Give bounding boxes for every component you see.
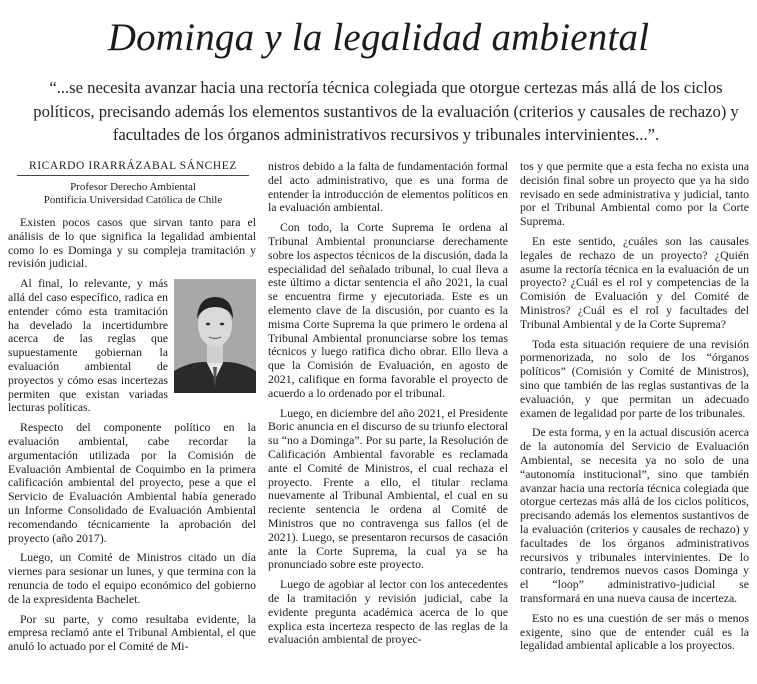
paragraph: De esta forma, y en la actual discusión acerca de la autonomía del Servicio de Evaluación Ambiental, se necesita ya no solo de una “autonomía institucional”, sino que también avanzar hacia una rectoría técnica colegiada que otorgue certezas más allá de los ciclos políticos, precisando además los elementos sustantivos de la evaluación (criterios y causales de rechazo) y facultades de los órganos administrativos recursivos y tribunales intervinientes. De lo contrario, tendremos nuevos casos Dominga y el “loop” administrativo-judicial se transformará en una nueva causa de incerteza. [520, 425, 749, 605]
paragraph: Existen pocos casos que sirvan tanto para el análisis de lo que significa la legalidad ambiental como lo es Dominga y su compleja tramitación y revisión judicial. [8, 215, 256, 271]
author-name: RICARDO IRARRÁZABAL SÁNCHEZ [17, 160, 249, 176]
paragraph: Luego de agobiar al lector con los antecedentes de la tramitación y revisión judicial, cabe la evidente pregunta académica acerca de lo que explica esta incerteza respecto de las reglas de la evaluación ambiental de proyec- [268, 577, 508, 647]
article-headline: Dominga y la legalidad ambiental [107, 16, 650, 59]
pull-quote: “...se necesita avanzar hacia una rectoría técnica colegiada que otorgue certezas más allá de los ciclos políticos, precisando además los elementos sustantivos de la evaluación (criterios y causales de rechazo) y facultades de los órganos administrativos recursivos y tribunales intervinientes...”. [33, 78, 739, 144]
paragraph: Esto no es una cuestión de ser más o menos exigente, sino que de entender cuál es la legalidad ambiental aplicable a los proyectos. [520, 610, 749, 653]
author-photo [174, 279, 256, 393]
paragraph: Por su parte, y como resultaba evidente, la empresa reclamó ante el Tribunal Ambiental, el que anuló lo actuado por el Comité de Mi- [8, 611, 256, 654]
author-byline [8, 160, 258, 207]
author-affiliation: Pontificia Universidad Católica de Chile [43, 194, 223, 206]
article-column-2 [268, 160, 508, 653]
paragraph: Al final, lo relevante, y más allá del caso específico, radica en entender cómo esta tramitación ha develado la incertidumbre acerca de las reglas que supuestamente gobiernan la evaluación ambiental de proyectos y cómo esas incertezas permiten que existan variadas lecturas políticas. [8, 276, 168, 415]
paragraph: Luego, un Comité de Ministros citado un día viernes para sesionar un lunes, y que termina con la renuncia de todo el equipo económico del gobierno de la expresidenta Bachelet. [8, 550, 256, 606]
paragraph: En este sentido, ¿cuáles son las causales legales de rechazo de un proyecto? ¿Quién asume la rectoría técnica en la evaluación de un proyecto? ¿Cuál es el rol y competencias de la Comisión de Evaluación y del Comité de Ministros? ¿Cuál es el rol y facultades del Tribunal Ambiental y de la Corte Suprema? [520, 233, 749, 331]
author-role-title: Profesor Derecho Ambiental [70, 181, 196, 193]
paragraph: Luego, en diciembre del año 2021, el Presidente Boric anuncia en el discurso de su triunfo electoral su “no a Dominga”. Por su parte, la Resolución de Calificación Ambiental favorable es reclamada ante el Comité de Ministros, el cual rechaza el proyecto. Frente a ello, el titular reclama nuevamente al Tribunal Ambiental, el cual en su reciente sentencia le ordena al Comité de Ministros que no contravenga sus fallos (el de 2021). Luego, se presentaron recursos de casación ante la Corte Suprema, la cual ya se ha pronunciado sobre este proyecto. [268, 405, 508, 572]
paragraph: Toda esta situación requiere de una revisión pormenorizada, no solo de los “órganos políticos” (Comisión y Comité de Ministros), sino que también de las reglas sustantivas de la evaluación, y que permitan un adecuado examen de legalidad por parte de los tribunales. [520, 336, 749, 420]
article-column-3 [520, 160, 749, 659]
article-column-1 [8, 216, 256, 660]
paragraph: tos y que permite que a esta fecha no exista una decisión final sobre un proyecto que ya ha sido revisado en sede administrativa y judicial, tanto por el Tribunal Ambiental como por la Corte Suprema. [520, 159, 749, 229]
paragraph: nistros debido a la falta de fundamentación formal del acto administrativo, que es una forma de entender la introducción de elementos políticos en la evaluación ambiental. [268, 159, 508, 215]
paragraph: Respecto del componente político en la evaluación ambiental, cabe recordar la argumentación utilizada por la Comisión de Evaluación Ambiental de Coquimbo en la primera calificación ambiental del proyecto, pese a que el Servicio de Evaluación Ambiental había generado un Informe Consolidado de Evaluación Ambiental recomendando técnicamente la aprobación del proyecto (año 2017). [8, 420, 256, 545]
paragraph: Con todo, la Corte Suprema le ordena al Tribunal Ambiental pronunciarse derechamente sobre los aspectos técnicos de la discusión, dada la especialidad del señalado tribunal, lo cual lleva a este último a dictar sentencia el año 2021, la cual se encuentra firme y ejecutoriada. Este es un elemento clave de la discusión, por cuanto es la misma Corte Suprema la que primero le ordena al Tribunal Ambiental pronunciarse sobre los temas técnicos y luego ratifica dicho obrar. Ello lleva a que la Comisión de Evaluación, en agosto de 2021, califique en forma favorable el proyecto de acuerdo a lo ordenado por el tribunal. [268, 220, 508, 400]
